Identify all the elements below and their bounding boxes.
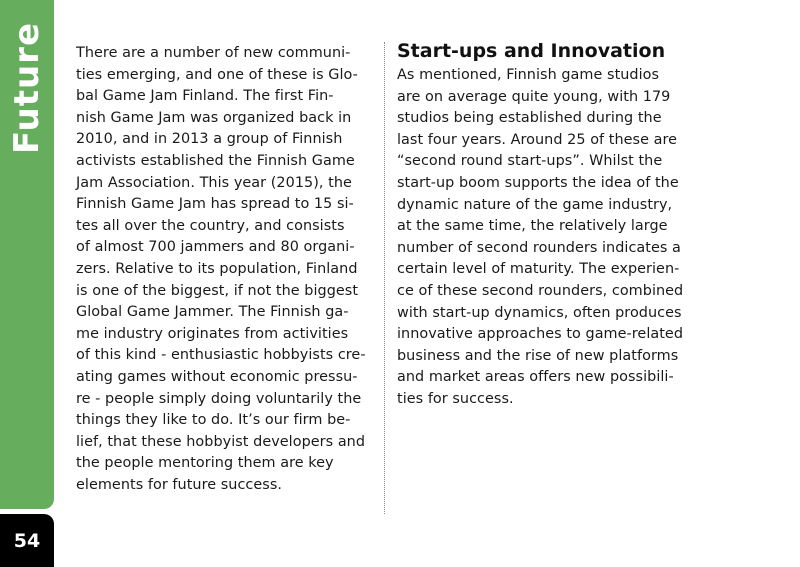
right-column: [397, 38, 717, 411]
left-column-text: There are a number of new communi- ties emerging, and one of these is Glo- bal Game Jam Finland. The first Fin- nish Game Jam was organized back in 2010, and in 2013 a group of Finnish activists established the Finnish Game Jam Association. This year (2015), the Finnish Game Jam has spread to 15 si- tes all over the country, and consists of almost 700 jammers and 80 organi- zers. Relative to its population, Finland is one of the biggest, if not the biggest Global Game Jammer. The Finnish ga- me industry originates from activities of this kind - enthusiastic hobbyists cre- ating games without economic pressu- re - people simply doing voluntarily the things they like to do. It’s our firm be- lief, that these hobbyist developers and the people mentoring them are key elements for future success.: [76, 45, 366, 493]
page-number-tab: [0, 514, 54, 567]
section-side-tab: [0, 0, 54, 509]
page-number: 54: [13, 529, 41, 552]
column-divider: [384, 42, 385, 514]
right-column-text: As mentioned, Finnish game studios are on average quite young, with 179 studios being established during the last four years. Around 25 of these are “second round start-ups”. Whilst the start-up boom supports the idea of the dynamic nature of the game industry, at the same time, the relatively large number of second rounders indicates a certain level of maturity. The experien- ce of these second rounders, combined with start-up dynamics, often produces innovative approaches to game-related business and the rise of new platforms and market areas offers new possibili- ties for success.: [397, 67, 684, 407]
section-title: Future: [7, 21, 47, 155]
section-heading: Start-ups and Innovation: [397, 40, 666, 62]
